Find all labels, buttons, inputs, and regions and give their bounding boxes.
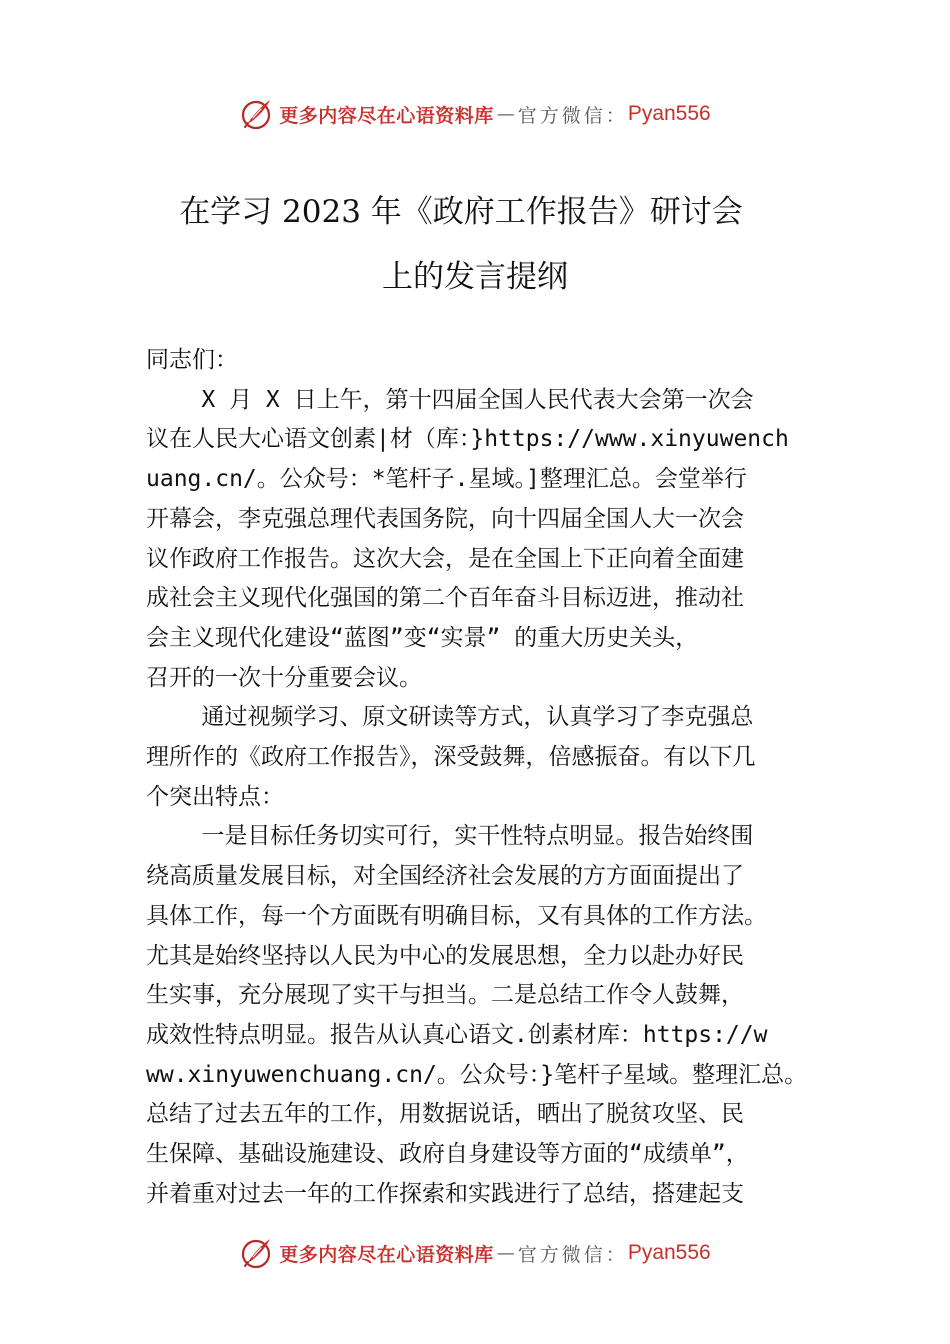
document-title-line-1: 在学习 2023 年《政府工作报告》研讨会 xyxy=(179,194,743,230)
watermark-account: Pyan556 xyxy=(627,102,711,125)
body-line: 同志们： xyxy=(146,347,238,373)
watermark-brand: 更多内容尽在心语资料库 xyxy=(279,1243,494,1266)
body-line: 个突出特点： xyxy=(146,783,284,810)
body-line: 成社会主义现代化强国的第二个百年奋斗目标迈进，推动社 xyxy=(146,585,744,612)
body-line: 议作政府工作报告。这次大会，是在全国上下正向着全面建 xyxy=(146,545,744,572)
footer-watermark xyxy=(0,1233,950,1273)
body-line: 议在人民大心语文创素|材（库：}https://www.xinyuwench xyxy=(146,426,789,453)
watermark-separator: — xyxy=(496,103,515,125)
body-line: 生实事，充分展现了实干与担当。二是总结工作令人鼓舞， xyxy=(146,982,744,1009)
body-line: 尤其是始终坚持以人民为中心的发展思想，全力以赴办好民 xyxy=(146,942,744,969)
watermark-separator: — xyxy=(496,1242,515,1264)
body-line: 召开的一次十分重要会议。 xyxy=(146,664,422,691)
document-title-line-2: 上的发言提纲 xyxy=(382,259,568,295)
document-body xyxy=(146,341,826,1214)
watermark-account: Pyan556 xyxy=(627,1241,711,1264)
body-line: 总结了过去五年的工作，用数据说话，晒出了脱贫攻坚、民 xyxy=(146,1101,744,1128)
body-line: 会主义现代化建设“蓝图”变“实景” 的重大历史关头， xyxy=(146,624,699,651)
body-line: 一是目标任务切实可行，实干性特点明显。报告始终围 xyxy=(146,823,754,850)
header-watermark xyxy=(0,94,950,134)
body-line: 生保障、基础设施建设、政府自身建设等方面的“成绩单”， xyxy=(146,1141,749,1168)
watermark-label: 官方微信： xyxy=(517,1243,628,1266)
body-line: X 月 X 日上午，第十四届全国人民代表大会第一次会 xyxy=(146,386,754,413)
body-line: 通过视频学习、原文研读等方式，认真学习了李克强总 xyxy=(146,704,754,731)
body-line: 开幕会，李克强总理代表国务院，向十四届全国人大一次会 xyxy=(146,505,744,532)
body-line: ww.xinyuwenchuang.cn/。公众号：}笔杆子星域。整理汇总。 xyxy=(146,1061,808,1088)
body-line: uang.cn/。公众号：*笔杆子.星域。]整理汇总。会堂举行 xyxy=(146,466,747,493)
body-line: 理所作的《政府工作报告》，深受鼓舞，倍感振奋。有以下几 xyxy=(146,744,756,771)
body-line: 并着重对过去一年的工作探索和实践进行了总结，搭建起支 xyxy=(146,1180,744,1207)
body-line: 成效性特点明显。报告从认真心语文.创素材库：https://w xyxy=(146,1021,768,1048)
quill-pen-logo-icon xyxy=(239,1235,275,1271)
body-line: 绕高质量发展目标，对全国经济社会发展的方方面面提出了 xyxy=(146,863,744,890)
watermark-label: 官方微信： xyxy=(517,104,628,127)
body-line: 具体工作，每一个方面既有明确目标，又有具体的工作方法。 xyxy=(146,902,767,929)
watermark-brand: 更多内容尽在心语资料库 xyxy=(279,104,494,127)
quill-pen-logo-icon xyxy=(239,96,275,132)
